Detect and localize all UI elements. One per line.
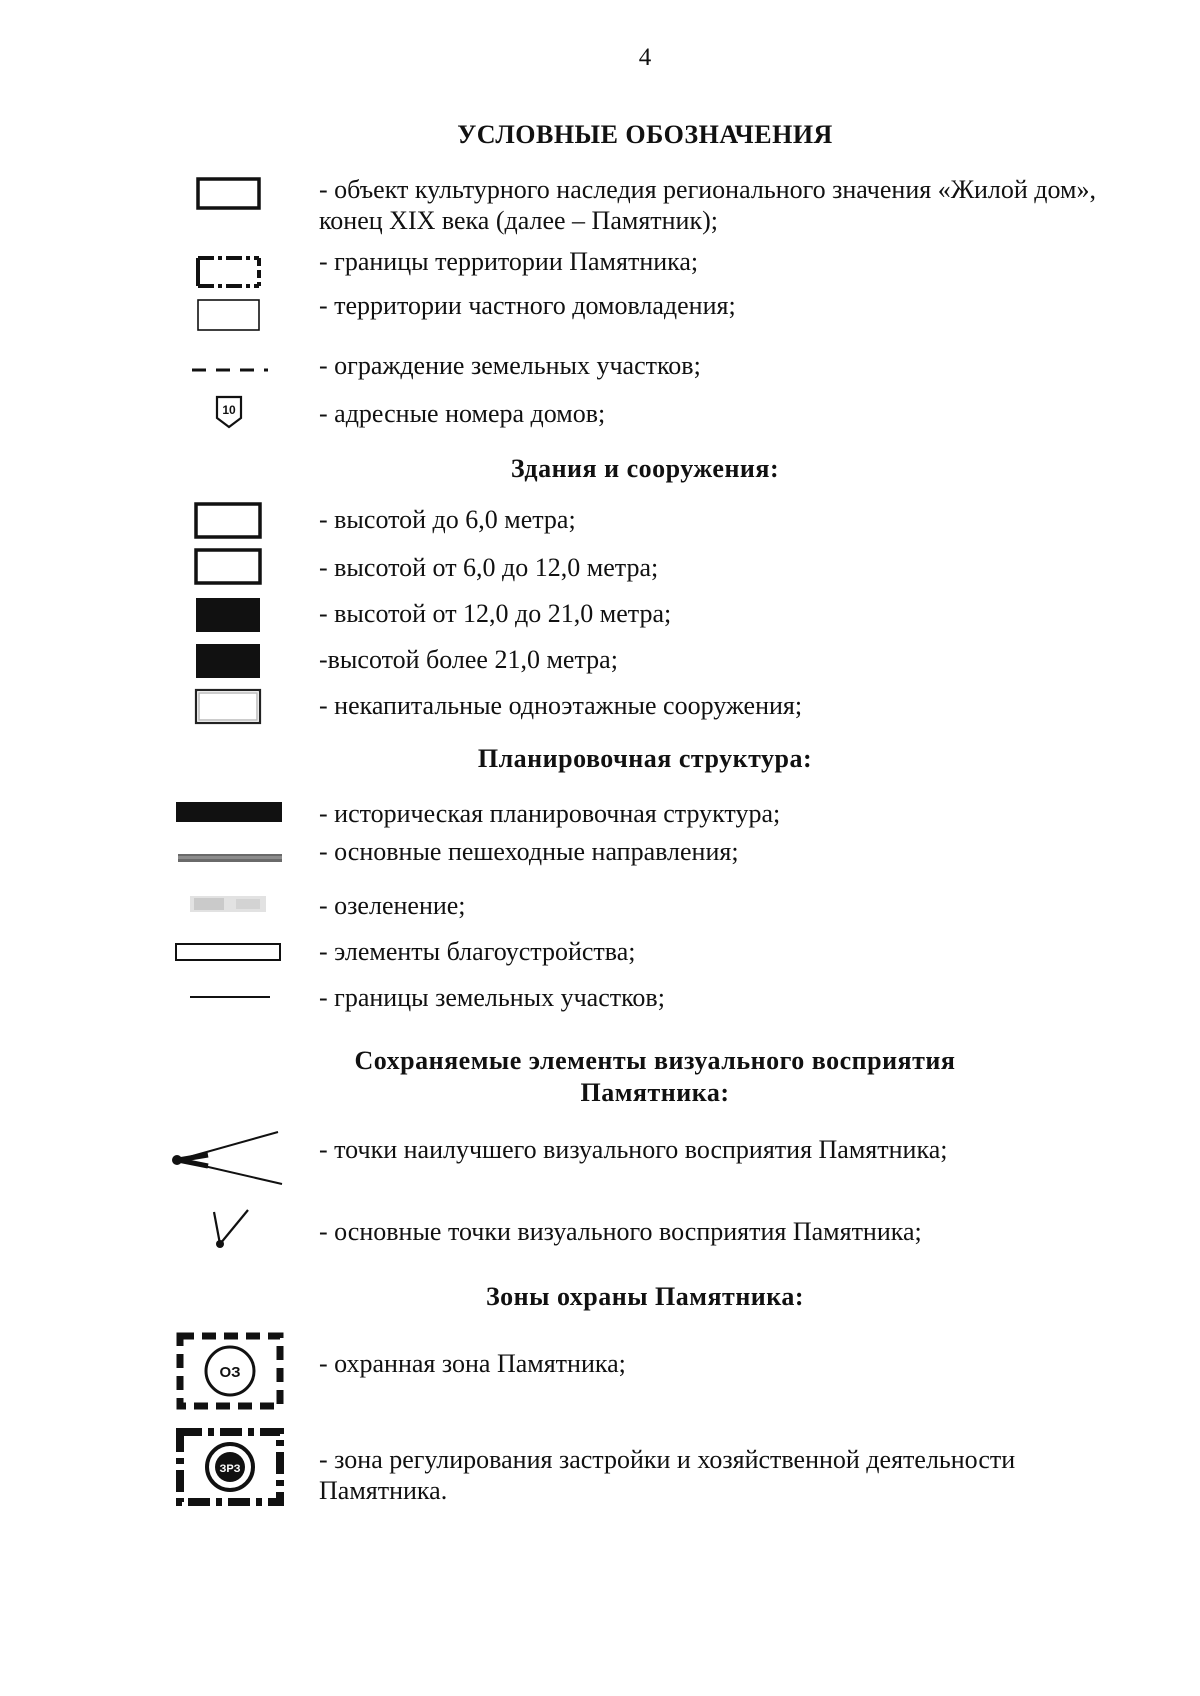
filled-rect-icon [194,596,264,634]
protection-zone-icon [174,1330,286,1412]
legend-text-pedestrian: - основные пешеходные направления; [319,837,739,866]
legend-text-main-views: - основные точки визуального восприятия Памятника; [319,1217,922,1246]
legend-text-height-6: - высотой до 6,0 метра; [319,505,576,534]
buildings-heading: Здания и сооружения: [510,454,780,483]
page-number: 4 [638,44,652,71]
regulation-zone-icon [174,1426,286,1508]
thin-line-icon [188,994,272,1000]
outline-rect-icon [194,548,264,586]
rect-icon [196,176,262,212]
legend-text-private-territories: - территории частного домовладения; [319,291,736,320]
legend-text-regulation-zone: - зона регулирования застройки и хозяйственной деятельности Памятника. [319,1445,1016,1505]
legend-text-greenery: - озеленение; [319,891,466,920]
legend-text-temporary: - некапитальные одноэтажные сооружения; [319,691,803,720]
protection-zone-label: ОЗ [219,1364,241,1381]
greenery-icon [188,892,268,916]
legend-text-territory-bounds: - границы территории Памятника; [319,247,699,276]
visual-heading-line1: Сохраняемые элементы визуального восприятия [354,1046,956,1075]
legend-text-protection-zone: - охранная зона Памятника; [319,1349,626,1378]
outline-rect-icon [194,502,264,540]
legend-text-improvements: - элементы благоустройства; [319,937,636,966]
thick-black-bar-icon [174,800,284,824]
legend-text-house-numbers: - адресные номера домов; [319,399,606,428]
visual-heading-line2: Памятника: [580,1078,730,1107]
legend-text-fencing: - ограждение земельных участков; [319,351,701,380]
legend-text-height-6-12: - высотой от 6,0 до 12,0 метра; [319,553,659,582]
page-title: УСЛОВНЫЕ ОБОЗНАЧЕНИЯ [457,120,833,149]
legend-text-plot-boundaries: - границы земельных участков; [319,983,665,1012]
legend-text-historic-structure: - историческая планировочная структура; [319,799,781,828]
dashed-line-icon [190,364,270,376]
regulation-zone-label: ЗРЗ [219,1463,241,1475]
thin-bar-rect-icon [174,942,284,964]
thin-rect-icon [196,298,262,334]
view-point-icon [208,1206,254,1252]
view-cone-icon [168,1128,286,1188]
grey-bar-icon [176,852,284,864]
legend-text-best-views: - точки наилучшего визуального восприятия Памятника; [319,1135,948,1164]
legend-text-height-12-21: - высотой от 12,0 до 21,0 метра; [319,599,672,628]
grey-outline-rect-icon [194,688,264,726]
zones-heading: Зоны охраны Памятника: [485,1282,805,1311]
dashed-boundary-icon [194,252,264,292]
house-number-icon [214,394,244,430]
house-number-label: 10 [222,403,236,417]
filled-rect-icon [194,642,264,680]
legend-text-height-21: -высотой более 21,0 метра; [319,645,618,674]
planning-heading: Планировочная структура: [477,744,813,773]
legend-text-monument: - объект культурного наследия регионального значения «Жилой дом», конец XIX века (далее – Памятник); [319,175,1096,235]
